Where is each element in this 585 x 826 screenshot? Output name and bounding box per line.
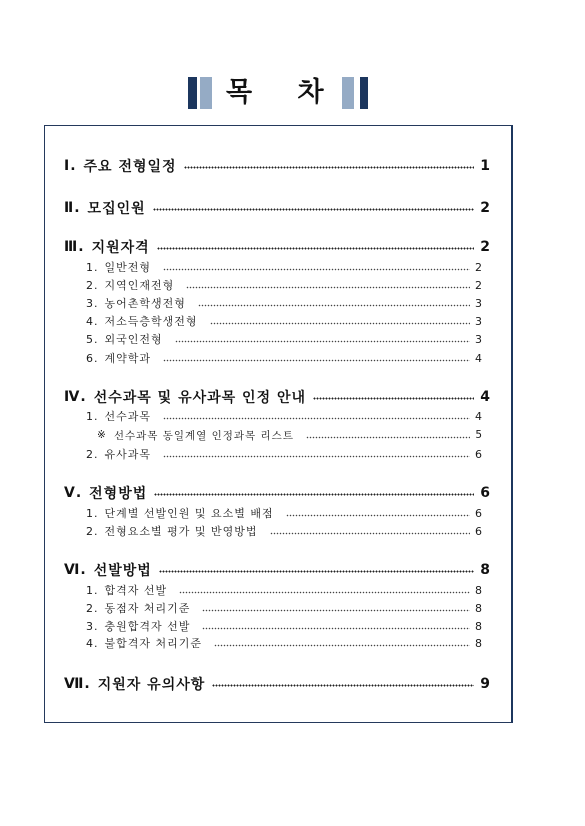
page-number: 4 — [475, 409, 482, 423]
toc-section-2 — [64, 198, 490, 218]
subitem-title: 농어촌학생전형 — [104, 297, 186, 310]
page-number: 1 — [480, 158, 490, 174]
dot-leader — [202, 599, 470, 617]
page-title: 목 차 — [226, 77, 324, 108]
page-number: 2 — [480, 200, 490, 216]
toc-section-1 — [64, 156, 490, 176]
subitem-title: 충원합격자 선발 — [104, 620, 191, 633]
title-bar-left-dark — [188, 77, 197, 109]
subitem-number: 5. — [86, 332, 99, 346]
subitem-number: 1. — [86, 409, 99, 423]
toc-section-6 — [64, 560, 490, 580]
section-title: 모집인원 — [87, 201, 146, 217]
toc-box — [44, 125, 513, 723]
subitem-number: 3. — [86, 619, 99, 633]
section-numeral: Ⅳ. — [64, 389, 87, 405]
page-number: 2 — [475, 278, 482, 292]
toc-subitem-5-1 — [86, 504, 482, 522]
page-number: 2 — [480, 239, 490, 255]
subitem-number: 2. — [86, 447, 99, 461]
dot-leader — [306, 426, 470, 444]
subitem-number: 2. — [86, 524, 99, 538]
subitem-title: 유사과목 — [104, 448, 152, 461]
toc-subitem-3-5 — [86, 330, 482, 348]
section-numeral: Ⅵ. — [64, 562, 87, 578]
dot-leader — [163, 349, 470, 367]
dot-leader — [212, 674, 474, 694]
section-title: 전형방법 — [89, 486, 148, 502]
title-bar-right-light — [342, 77, 354, 109]
dot-leader — [179, 581, 470, 599]
toc-subitem-3-4 — [86, 312, 482, 330]
section-numeral: Ⅴ. — [64, 485, 83, 501]
dot-leader — [163, 407, 470, 425]
section-numeral: Ⅶ. — [64, 676, 91, 692]
dot-leader — [198, 294, 470, 312]
toc-section-5 — [64, 483, 490, 503]
toc-subitem-3-1 — [86, 258, 482, 276]
page-number: 8 — [475, 636, 482, 650]
page-number: 8 — [475, 601, 482, 615]
toc-subitem-3-2 — [86, 276, 482, 294]
subitem-number: 3. — [86, 296, 99, 310]
title-bar-left-light — [200, 77, 212, 109]
dot-leader — [175, 330, 470, 348]
section-numeral: Ⅰ. — [64, 158, 77, 174]
section-title: 선수과목 및 유사과목 인정 안내 — [93, 390, 307, 406]
subitem-number: 2. — [86, 278, 99, 292]
toc-subitem-6-3 — [86, 617, 482, 635]
toc-section-3 — [64, 237, 490, 257]
page-number: 3 — [475, 332, 482, 346]
subitem-title: 전형요소별 평가 및 반영방법 — [104, 525, 258, 538]
subitem-number: 1. — [86, 583, 99, 597]
section-title: 주요 전형일정 — [83, 159, 177, 175]
page-number: 6 — [475, 524, 482, 538]
dot-leader — [163, 445, 470, 463]
section-title: 선발방법 — [93, 563, 152, 579]
dot-leader — [184, 156, 475, 176]
toc-subitem-3-3 — [86, 294, 482, 312]
dot-leader — [210, 312, 470, 330]
subitem-number: 2. — [86, 601, 99, 615]
page-number: 9 — [480, 676, 490, 692]
subitem-title: 선수과목 — [104, 410, 152, 423]
subitem-title: 계약학과 — [104, 352, 152, 365]
page-number: 3 — [475, 314, 482, 328]
subitem-title: 불합격자 처리기준 — [104, 637, 203, 650]
toc-section-7 — [64, 674, 490, 694]
page-number: 2 — [475, 260, 482, 274]
section-title: 지원자 유의사항 — [97, 677, 206, 693]
toc-subitem-6-1 — [86, 581, 482, 599]
dot-leader — [159, 560, 474, 580]
subitem-title: 저소득층학생전형 — [104, 315, 198, 328]
subitem-number: 4. — [86, 314, 99, 328]
subitem-title: 동점자 처리기준 — [104, 602, 191, 615]
toc-subitem-4-2 — [86, 445, 482, 463]
dot-leader — [313, 387, 474, 407]
dot-leader — [153, 198, 475, 218]
subitem-title: 일반전형 — [104, 261, 152, 274]
dot-leader — [157, 237, 475, 257]
subitem-title: 지역인재전형 — [104, 279, 175, 292]
dot-leader — [202, 617, 470, 635]
dot-leader — [270, 522, 470, 540]
page-number: 6 — [475, 447, 482, 461]
subitem-title: 합격자 선발 — [104, 584, 168, 597]
dot-leader — [186, 276, 470, 294]
section-numeral: Ⅱ. — [64, 200, 81, 216]
subitem-number: 1. — [86, 506, 99, 520]
toc-note-item — [97, 426, 482, 444]
toc-subitem-5-2 — [86, 522, 482, 540]
dot-leader — [214, 634, 470, 652]
subitem-number: 4. — [86, 636, 99, 650]
page-number: 4 — [480, 389, 490, 405]
dot-leader — [163, 258, 470, 276]
toc-section-4 — [64, 387, 490, 407]
page-number: 8 — [475, 583, 482, 597]
subitem-title: 선수과목 동일계열 인정과목 리스트 — [113, 429, 294, 442]
reference-mark-icon: ※ — [97, 429, 107, 441]
page-number: 5 — [475, 429, 482, 441]
subitem-number: 1. — [86, 260, 99, 274]
toc-subitem-6-4 — [86, 634, 482, 652]
subitem-number: 6. — [86, 351, 99, 365]
page-number: 6 — [475, 506, 482, 520]
section-title: 지원자격 — [91, 240, 150, 256]
page-number: 3 — [475, 296, 482, 310]
toc-subitem-3-6 — [86, 349, 482, 367]
dot-leader — [154, 483, 474, 503]
toc-subitem-6-2 — [86, 599, 482, 617]
page-number: 6 — [480, 485, 490, 501]
title-bar-right-dark — [360, 77, 368, 109]
section-numeral: Ⅲ. — [64, 239, 85, 255]
toc-subitem-4-1 — [86, 407, 482, 425]
page-number: 4 — [475, 351, 482, 365]
subitem-title: 단계별 선발인원 및 요소별 배점 — [104, 507, 274, 520]
page-number: 8 — [475, 619, 482, 633]
dot-leader — [286, 504, 470, 522]
subitem-title: 외국인전형 — [104, 333, 163, 346]
page-number: 8 — [480, 562, 490, 578]
